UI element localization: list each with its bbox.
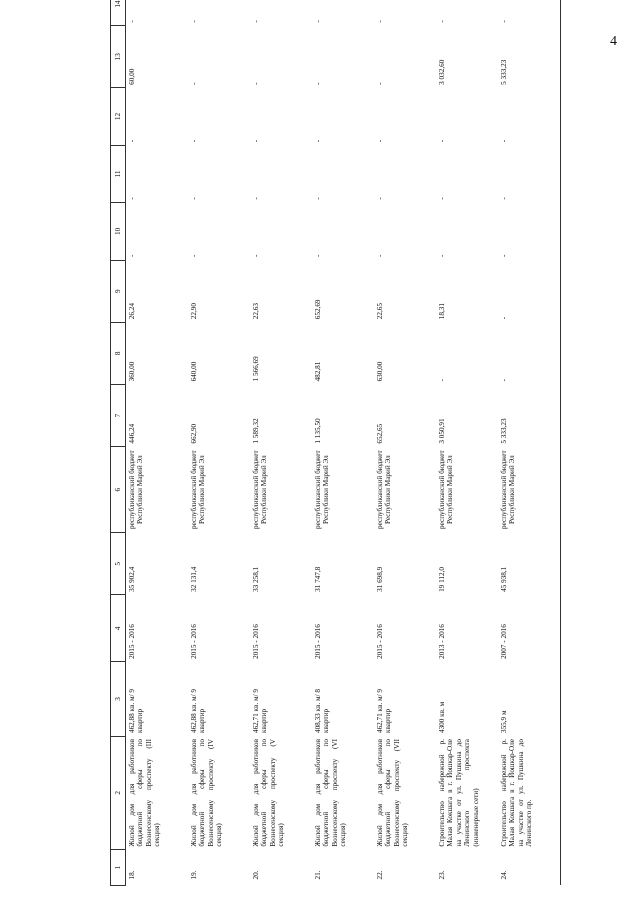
column-header: 2: [111, 736, 126, 850]
column-header: 10: [111, 203, 126, 260]
cell-col13: 5 333,23: [498, 26, 561, 88]
cell-col11: -: [190, 197, 198, 200]
cell-col9: 22,90: [190, 303, 198, 320]
cell-col13: 60,00: [128, 68, 136, 85]
cell-col9: 22,63: [252, 303, 260, 320]
header-row: [111, 0, 126, 886]
cell-col12: -: [438, 139, 446, 143]
capacity: 462,71 кв. м/ 9 квартир: [376, 689, 393, 734]
column-header: 9: [111, 260, 126, 322]
period: 2007 - 2016: [498, 595, 561, 662]
cell-col14: -: [128, 20, 136, 23]
cell-col11: -: [314, 197, 322, 200]
cell-col14: -: [438, 20, 446, 23]
table-row: [250, 0, 312, 886]
cell-col14: -: [376, 20, 384, 23]
cell-col12: -: [128, 139, 136, 143]
estimated-cost: 32 131,4: [190, 566, 198, 592]
table-row: [312, 0, 374, 886]
cell-col8: 482,81: [314, 361, 322, 382]
cell-col9: 22,65: [376, 303, 384, 320]
cell-col7: 662,90: [190, 423, 198, 444]
period: 2015 - 2016: [314, 624, 322, 659]
table-row: [188, 0, 250, 886]
cell-col13: -: [190, 82, 198, 85]
cell-col10: -: [376, 254, 384, 258]
cell-col11: -: [376, 197, 384, 200]
rotated-table-sheet: [110, 0, 636, 886]
funding-source: республиканский бюджет Республики Марий Эл: [498, 447, 561, 533]
capacity: 355,9 м: [498, 662, 561, 736]
period: 2015 - 2016: [252, 624, 260, 659]
column-header: 11: [111, 145, 126, 202]
cell-col11: -: [128, 197, 136, 200]
table-row: [436, 0, 498, 886]
cell-col14: -: [314, 20, 322, 23]
period: 2013 - 2016: [438, 624, 446, 659]
cell-col7: 1 589,32: [252, 418, 260, 444]
cell-col10: -: [190, 254, 198, 258]
capacity: 462,71 кв. м/ 9 квартир: [252, 689, 269, 734]
column-header: 7: [111, 384, 126, 446]
estimated-cost: 33 258,1: [252, 566, 260, 592]
capacity: 462,88 кв. м/ 9 квартир: [190, 689, 207, 734]
table-row: [498, 0, 561, 886]
cell-col11: -: [498, 145, 561, 202]
row-number: 19.: [190, 870, 198, 880]
period: 2015 - 2016: [376, 624, 384, 659]
column-header: 6: [111, 447, 126, 533]
cell-col9: 26,24: [128, 303, 136, 320]
cell-col14: -: [252, 20, 260, 23]
page-number: 4: [610, 34, 617, 49]
column-header: 14: [111, 0, 126, 26]
cell-col7: 446,24: [128, 423, 136, 444]
period: 2015 - 2016: [128, 624, 136, 659]
row-number: 24.: [498, 850, 561, 886]
object-name: Жилой дом для работников бюджетной сферы по Вознесенскому проспекту (V секция): [252, 739, 286, 847]
cell-col9: 18,31: [438, 303, 446, 320]
estimated-cost: 31 747,8: [314, 566, 322, 592]
cell-col10: -: [128, 254, 136, 258]
cell-col13: -: [376, 82, 384, 85]
cell-col13: -: [314, 82, 322, 85]
column-header: 12: [111, 88, 126, 145]
row-number: 21.: [314, 870, 322, 880]
cell-col14: -: [498, 0, 561, 26]
row-number: 22.: [376, 870, 384, 880]
cell-col7: 3 050,91: [438, 418, 446, 444]
row-number: 23.: [438, 870, 446, 880]
estimated-cost: 35 902,4: [128, 566, 136, 592]
column-header: 4: [111, 595, 126, 662]
table-row: [374, 0, 436, 886]
cell-col7: 1 135,50: [314, 418, 322, 444]
cell-col9: 652,69: [314, 299, 322, 320]
column-header: 8: [111, 322, 126, 384]
cell-col11: -: [252, 197, 260, 200]
object-name: Строительство набережной р. Малая Кокшага в г. Йошкар-Оле на участке от ул. Пушкина до Ленинского проспекта (инженерные сети): [438, 739, 480, 847]
column-header: 13: [111, 26, 126, 88]
cell-col12: -: [252, 139, 260, 143]
cell-col12: -: [314, 139, 322, 143]
column-header: 1: [111, 850, 126, 886]
object-name: Строительство набережной р. Малая Кокшага в г. Йошкар-Оле на участке от ул. Пушкина до Ленинского пр.: [498, 736, 561, 850]
cell-col8: 630,00: [376, 361, 384, 382]
cell-col10: -: [314, 254, 322, 258]
cell-col12: -: [190, 139, 198, 143]
period: 2015 - 2016: [190, 624, 198, 659]
capacity: 408,33 кв. м/ 8 квартир: [314, 689, 331, 734]
capacity: 462,88 кв. м/ 9 квартир: [128, 689, 145, 734]
object-name: Жилой дом для работников бюджетной сферы по Вознесенскому проспекту (IV секция): [190, 739, 224, 847]
funding-source: республиканский бюджет Республики Марий Эл: [190, 450, 207, 529]
cell-col8: -: [438, 379, 446, 382]
row-number: 20.: [252, 870, 260, 880]
cell-col8: 360,00: [128, 361, 136, 382]
row-number: 18.: [128, 870, 136, 880]
object-name: Жилой дом для работников бюджетной сферы по Вознесенскому проспекту (III секция): [128, 739, 162, 847]
funding-source: республиканский бюджет Республики Марий Эл: [438, 450, 455, 529]
funding-source: республиканский бюджет Республики Марий Эл: [252, 450, 269, 529]
object-name: Жилой дом для работников бюджетной сферы по Вознесенскому проспекту (VII секция): [376, 739, 410, 847]
estimated-cost: 45 938,1: [498, 533, 561, 595]
estimated-cost: 31 698,9: [376, 566, 384, 592]
cell-col8: 1 566,69: [252, 356, 260, 382]
cell-col8: 640,00: [190, 361, 198, 382]
funding-source: республиканский бюджет Республики Марий Эл: [376, 450, 393, 529]
cell-col13: 3 032,60: [438, 59, 446, 85]
investment-table: [110, 0, 561, 886]
cell-col12: -: [498, 88, 561, 145]
cell-col12: -: [376, 139, 384, 143]
funding-source: республиканский бюджет Республики Марий Эл: [314, 450, 331, 529]
capacity: 4300 кв. м: [438, 701, 446, 734]
cell-col10: -: [498, 203, 561, 260]
cell-col7: 652,65: [376, 423, 384, 444]
cell-col8: -: [498, 322, 561, 384]
table-row: [126, 0, 189, 886]
cell-col10: -: [252, 254, 260, 258]
cell-col9: -: [498, 260, 561, 322]
cell-col10: -: [438, 254, 446, 258]
cell-col13: -: [252, 82, 260, 85]
estimated-cost: 19 112,0: [438, 567, 446, 592]
cell-col11: -: [438, 197, 446, 200]
funding-source: республиканский бюджет Республики Марий Эл: [128, 450, 145, 529]
object-name: Жилой дом для работников бюджетной сферы по Вознесенскому проспекту (VI секция): [314, 739, 348, 847]
column-header: 3: [111, 662, 126, 736]
column-header: 5: [111, 533, 126, 595]
cell-col14: -: [190, 20, 198, 23]
cell-col7: 5 333,23: [498, 384, 561, 446]
